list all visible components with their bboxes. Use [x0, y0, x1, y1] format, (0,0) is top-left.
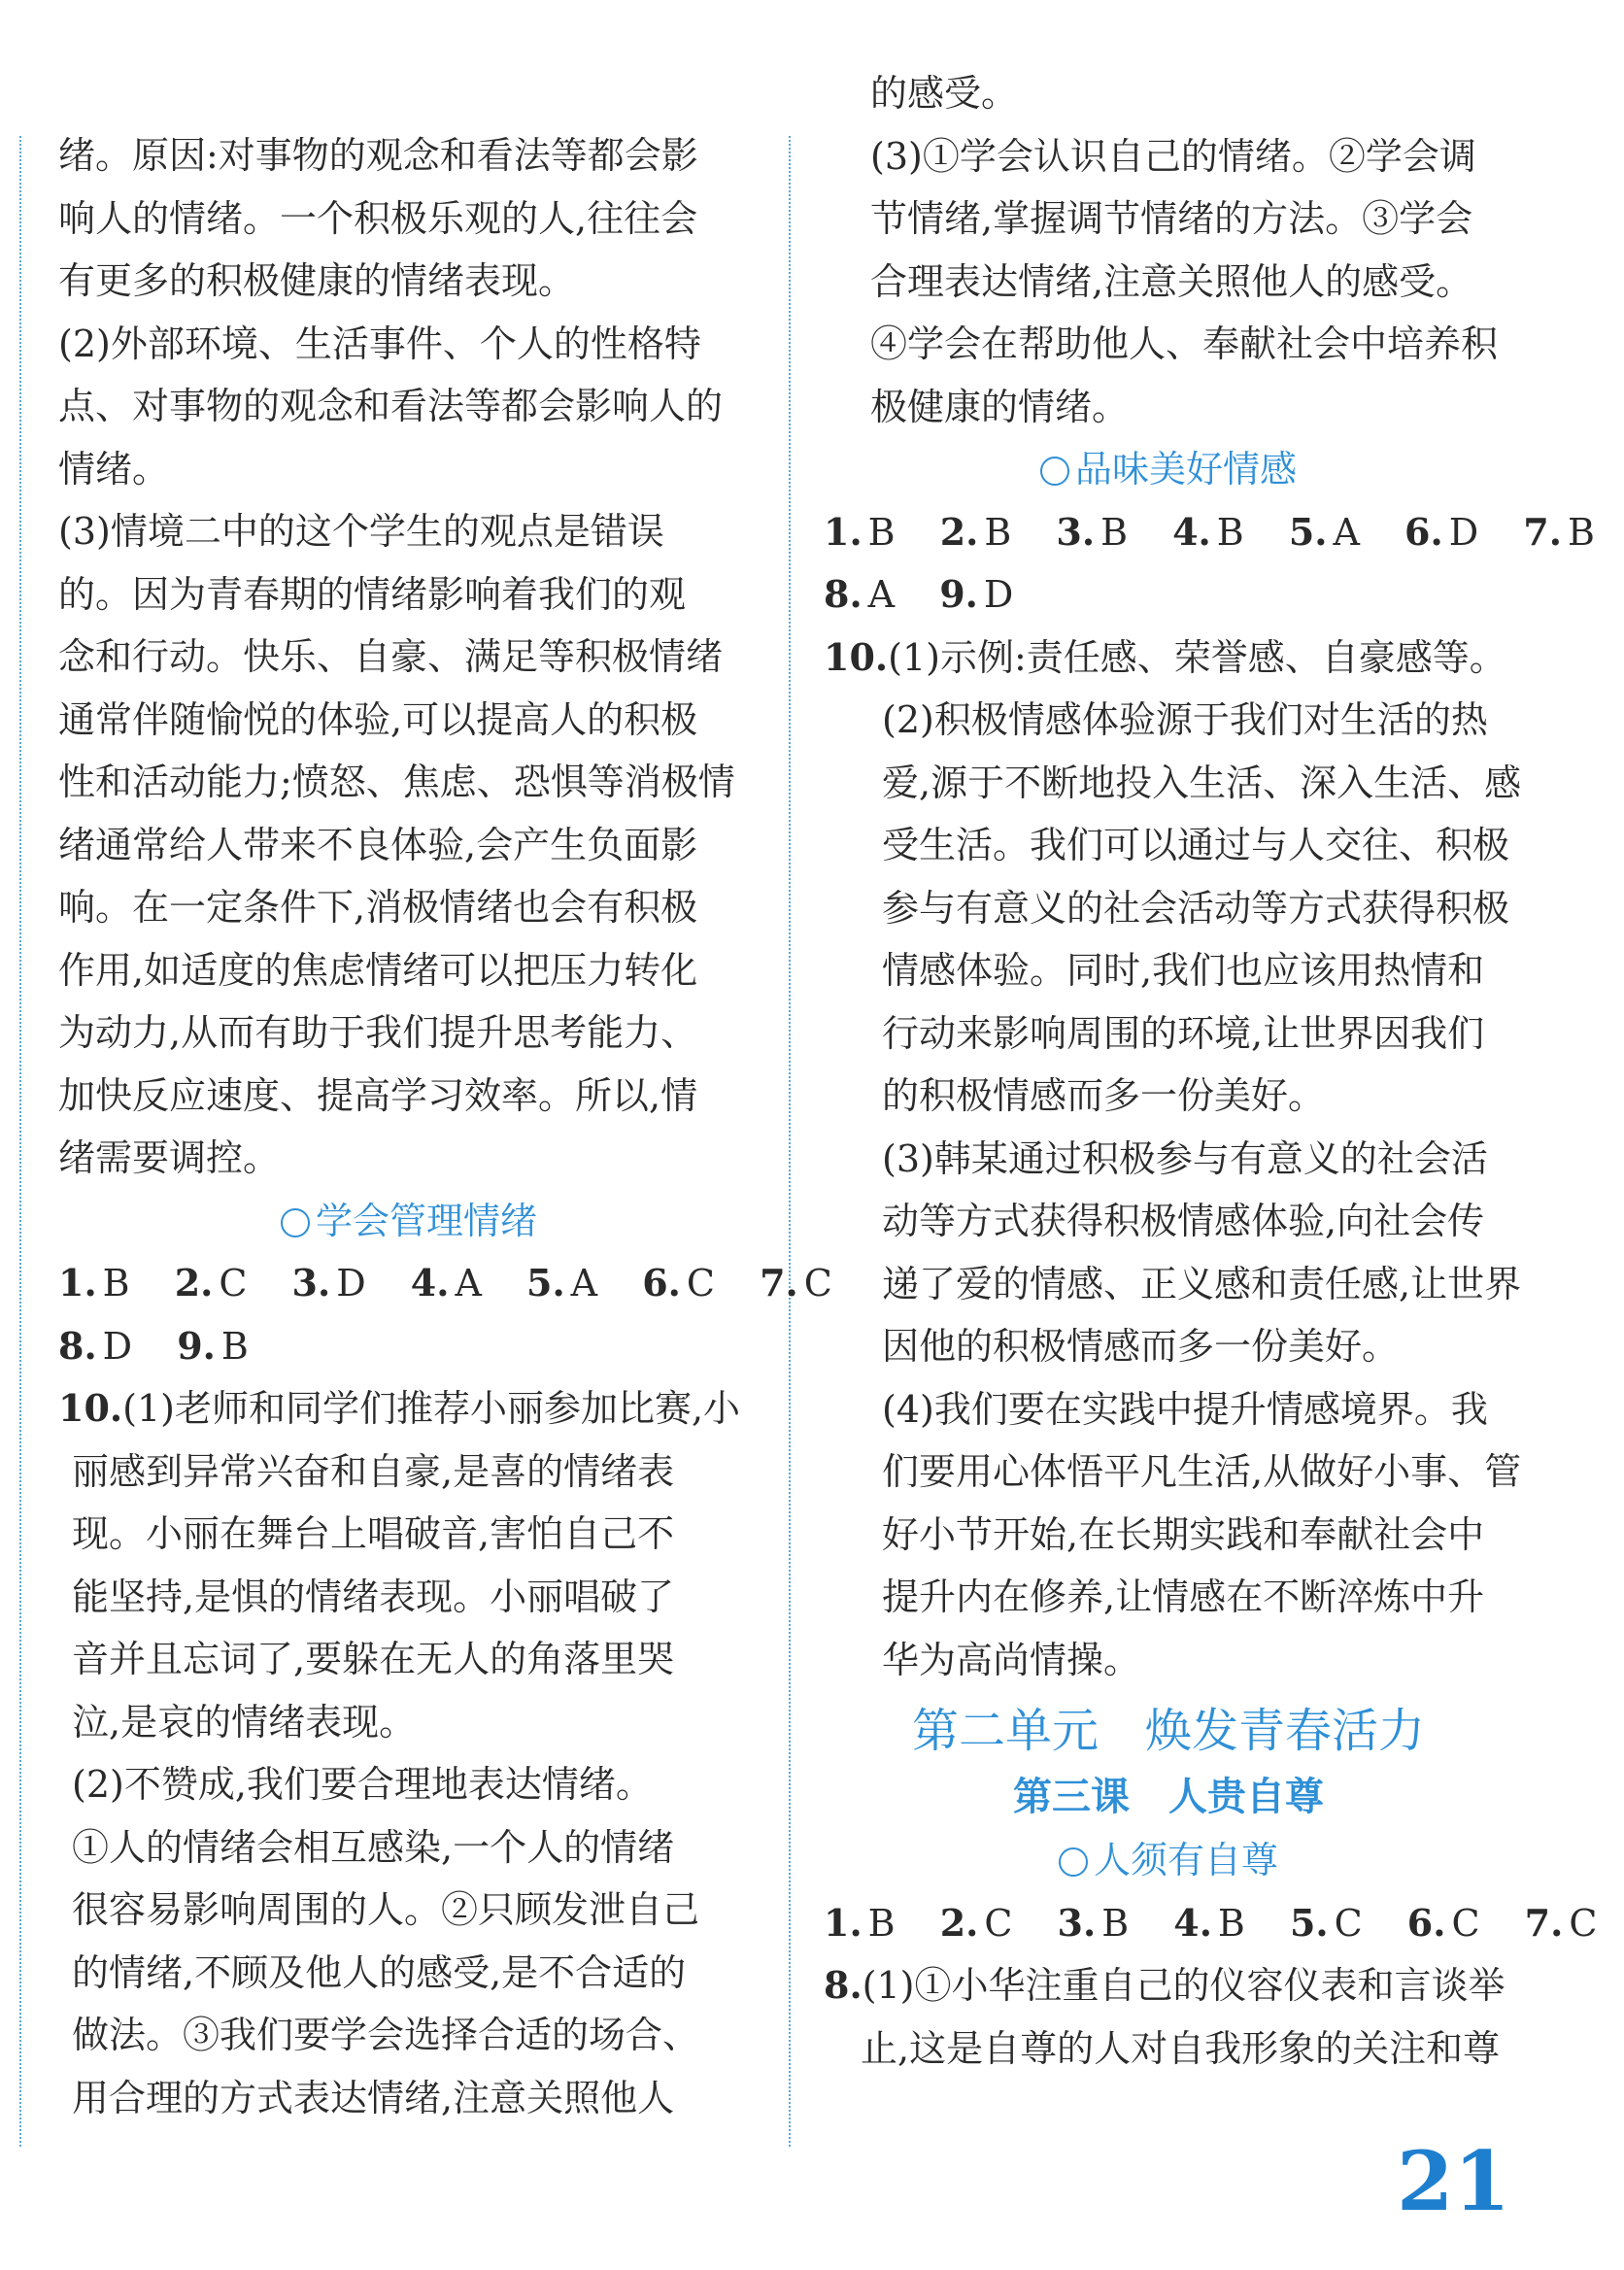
answer-number: 3.	[1057, 1900, 1097, 1945]
page-number: 21	[1397, 2133, 1510, 2229]
answer-item	[824, 563, 895, 627]
text-line: (1)老师和同学们推荐小丽参加比赛,小	[122, 1387, 741, 1430]
text-line: 绪通常给人带来不良体验,会产生负面影	[58, 823, 698, 866]
text-line: (1)①小华注重自己的仪容仪表和言谈举	[862, 1964, 1506, 2007]
text-line: (3)韩某通过积极参与有意义的社会活	[882, 1136, 1488, 1180]
text-line: 情绪。	[58, 447, 170, 491]
text-line: (1)示例:责任感、荣誉感、自豪感等。	[888, 635, 1506, 679]
text-line: 华为高尚情操。	[882, 1638, 1141, 1681]
right-lines-a	[824, 62, 1513, 438]
answer-value: D	[983, 573, 1014, 616]
text-line: 通常伴随愉悦的体验,可以提高人的积极	[58, 697, 698, 741]
column-divider-dotted-rule	[789, 136, 791, 2147]
text-line: 能坚持,是惧的情绪表现。小丽唱破了	[72, 1575, 675, 1618]
text-line: 泣,是哀的情绪表现。	[72, 1700, 417, 1744]
text-line: (3)①学会认识自己的情绪。②学会调	[870, 134, 1476, 178]
text-line: 的积极情感而多一份美好。	[882, 1074, 1326, 1117]
answer-value: B	[867, 510, 896, 554]
answer-item	[175, 1252, 248, 1315]
answer-number: 5.	[526, 1261, 565, 1304]
text-line: 为动力,从而有助于我们提升思考能力、	[58, 1011, 698, 1054]
answer-item	[1172, 501, 1244, 564]
answer-item	[58, 1315, 132, 1378]
answer-number: 9.	[939, 572, 978, 616]
right-column	[824, 62, 1598, 2080]
text-line: (3)情境二中的这个学生的观点是错误	[58, 510, 664, 553]
text-line: 响人的情绪。一个积极乐观的人,往往会	[58, 196, 698, 240]
text-line: 止,这是自尊的人对自我形象的关注和尊	[861, 2026, 1501, 2070]
answer-value: B	[1216, 510, 1244, 554]
text-line: 极健康的情绪。	[870, 385, 1130, 428]
answer-value: B	[102, 1262, 130, 1304]
answer-value: A	[570, 1262, 598, 1304]
answer-number: 6.	[1404, 509, 1443, 554]
text-line: 节情绪,掌握调节情绪的方法。③学会	[870, 197, 1473, 240]
text-line: 合理表达情绪,注意关照他人的感受。	[870, 259, 1473, 303]
answer-value: C	[219, 1262, 248, 1304]
answer-item	[1289, 501, 1360, 564]
text-line: (2)不赞成,我们要合理地表达情绪。	[72, 1763, 653, 1806]
text-line: 作用,如适度的焦虑情绪可以把压力转化	[58, 948, 698, 992]
answer-row	[824, 563, 1513, 627]
text-line: 响。在一定条件下,消极情绪也会有积极	[58, 886, 698, 929]
answer-number: 5.	[1288, 509, 1328, 554]
text-line: (2)积极情感体验源于我们对生活的热	[882, 698, 1488, 741]
text-line: 递了爱的情感、正义感和责任感,让世界	[882, 1262, 1522, 1305]
section-title-appreciate-feelings	[824, 438, 1513, 501]
question-number: 10.	[58, 1386, 123, 1430]
answer-item	[177, 1315, 249, 1378]
answer-value: B	[1100, 510, 1129, 554]
section-title-manage-emotions	[58, 1190, 760, 1253]
answer-item	[824, 501, 896, 564]
section-title-text: 品味美好情感	[1074, 448, 1297, 491]
answer-value: A	[867, 573, 896, 616]
text-line: 加快反应速度、提高学习效率。所以,情	[58, 1073, 698, 1117]
text-line: (4)我们要在实践中提升情感境界。我	[882, 1387, 1488, 1431]
left-lines-b	[58, 1440, 760, 2130]
question-8-first-line	[824, 1954, 1513, 2017]
answer-value: A	[1333, 510, 1360, 554]
answer-number: 1.	[824, 1900, 863, 1945]
answer-item	[526, 1252, 597, 1315]
answer-row	[58, 1315, 760, 1378]
text-line: 好小节开始,在长期实践和奉献社会中	[882, 1512, 1485, 1556]
question-10-first-line	[58, 1377, 760, 1440]
left-lines-a	[58, 124, 760, 1190]
text-line: 很容易影响周围的人。②只顾发泄自己	[72, 1888, 700, 1931]
text-line: 们要用心体悟平凡生活,从做好小事、管	[882, 1450, 1522, 1493]
section-title-text: 人须有自尊	[1093, 1839, 1278, 1881]
text-line: ①人的情绪会相互感染,一个人的情绪	[72, 1825, 675, 1869]
answer-value: C	[1569, 1901, 1598, 1945]
question-number: 10.	[824, 634, 889, 679]
text-line: 的。因为青春期的情绪影响着我们的观	[58, 572, 687, 616]
text-line: 情感体验。同时,我们也应该用热情和	[882, 949, 1485, 992]
answer-number: 4.	[1172, 509, 1211, 554]
left-column	[58, 124, 832, 2129]
text-line: 因他的积极情感而多一份美好。	[882, 1325, 1400, 1368]
answer-number: 1.	[58, 1261, 97, 1304]
text-line: 绪。原因:对事物的观念和看法等都会影	[58, 134, 698, 177]
answer-item	[411, 1252, 482, 1315]
text-line: 动等方式获得积极情感体验,向社会传	[882, 1200, 1485, 1242]
answer-value: B	[220, 1324, 249, 1368]
text-line: 受生活。我们可以通过与人交往、积极	[882, 824, 1510, 866]
lesson-title: 第三课 人贵自尊	[1013, 1775, 1324, 1819]
answer-number: 7.	[1524, 1900, 1564, 1945]
answer-number: 6.	[1406, 1900, 1446, 1945]
answer-item	[1523, 501, 1595, 564]
answer-item	[1056, 501, 1128, 564]
answer-item	[642, 1252, 715, 1315]
answer-number: 4.	[410, 1261, 450, 1304]
answer-value: B	[1567, 510, 1595, 554]
right-lines-b	[824, 689, 1522, 1691]
text-line: 提升内在修养,让情感在不断淬炼中升	[882, 1575, 1485, 1618]
answer-row	[58, 1252, 832, 1315]
answer-number: 7.	[760, 1261, 798, 1304]
answer-number: 2.	[939, 1900, 979, 1945]
answer-number: 4.	[1173, 1900, 1212, 1945]
text-line: 行动来影响周围的环境,让世界因我们	[882, 1011, 1485, 1055]
text-line: 念和行动。快乐、自豪、满足等积极情绪	[58, 635, 724, 678]
circle-bullet-icon	[1040, 457, 1069, 486]
answer-number: 2.	[939, 509, 979, 554]
text-line: 绪需要调控。	[58, 1136, 281, 1179]
answer-value: C	[686, 1262, 715, 1304]
answer-item	[760, 1252, 832, 1315]
answer-item	[1058, 1892, 1130, 1955]
text-line: 的感受。	[870, 72, 1019, 115]
answer-number: 1.	[824, 509, 863, 554]
section-title-self-respect	[824, 1829, 1513, 1892]
answer-number: 8.	[824, 572, 863, 616]
answer-item	[1173, 1892, 1245, 1955]
answer-number: 8.	[58, 1323, 97, 1368]
answer-item	[940, 501, 1012, 564]
answer-row	[824, 501, 1595, 564]
text-line: 性和活动能力;愤怒、焦虑、恐惧等消极情	[58, 761, 735, 803]
left-margin-dotted-rule	[19, 136, 21, 2147]
text-line: 音并且忘词了,要躲在无人的角落里哭	[72, 1638, 675, 1680]
answer-number: 3.	[1056, 509, 1096, 554]
text-line: 的情绪,不顾及他人的感受,是不合适的	[72, 1950, 687, 1994]
answer-value: C	[984, 1901, 1013, 1945]
unit-title: 第二单元 焕发青春活力	[911, 1704, 1425, 1758]
answer-number: 3.	[291, 1261, 331, 1304]
answer-item	[940, 1892, 1013, 1955]
answer-value: B	[1101, 1901, 1130, 1945]
answer-item	[824, 1892, 896, 1955]
text-line: 丽感到异常兴奋和自豪,是喜的情绪表	[72, 1449, 675, 1493]
text-line: 用合理的方式表达情绪,注意关照他人	[72, 2076, 675, 2119]
text-line: 点、对事物的观念和看法等都会影响人的	[58, 385, 724, 427]
text-line: (2)外部环境、生活事件、个人的性格特	[58, 322, 701, 365]
answer-item	[1407, 1892, 1480, 1955]
section-title-text: 学会管理情绪	[315, 1199, 537, 1242]
question-10-first-line	[824, 627, 1513, 690]
answer-value: D	[1448, 510, 1479, 554]
answer-number: 5.	[1289, 1900, 1329, 1945]
answer-number: 9.	[177, 1323, 216, 1368]
answer-item	[1525, 1892, 1598, 1955]
circle-bullet-icon	[1059, 1847, 1088, 1877]
answer-number: 2.	[174, 1261, 214, 1304]
answer-item	[1404, 501, 1478, 564]
answer-value: B	[984, 510, 1012, 554]
answer-item	[58, 1252, 130, 1315]
answer-item	[1290, 1892, 1363, 1955]
text-line: 做法。③我们要学会选择合适的场合、	[72, 2014, 700, 2056]
answer-value: D	[336, 1262, 366, 1304]
answer-value: C	[1451, 1901, 1480, 1945]
answer-item	[292, 1252, 366, 1315]
answer-row	[824, 1892, 1598, 1955]
answer-value: B	[867, 1901, 896, 1945]
text-line: 参与有意义的社会活动等方式获得积极	[882, 886, 1510, 930]
answer-item	[939, 563, 1013, 627]
text-line: 现。小丽在舞台上唱破音,害怕自己不	[72, 1512, 675, 1555]
answer-value: D	[102, 1324, 133, 1368]
answer-value: B	[1217, 1901, 1245, 1945]
text-line: 有更多的积极健康的情绪表现。	[58, 259, 576, 302]
answer-number: 6.	[642, 1261, 681, 1304]
answer-number: 7.	[1523, 509, 1562, 554]
circle-bullet-icon	[281, 1208, 310, 1237]
question-number: 8.	[824, 1963, 863, 2007]
text-line: ④学会在帮助他人、奉献社会中培养积	[870, 322, 1499, 365]
text-line: 爱,源于不断地投入生活、深入生活、感	[882, 761, 1522, 804]
answer-value: A	[455, 1262, 482, 1304]
answer-value: C	[803, 1262, 832, 1304]
answer-value: C	[1334, 1901, 1363, 1945]
